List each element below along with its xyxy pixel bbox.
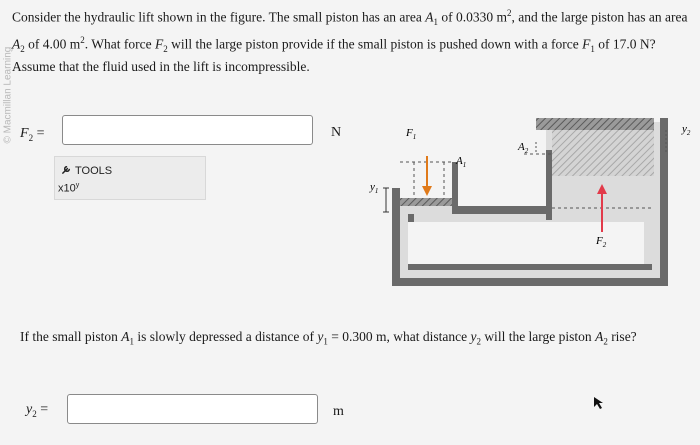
f2-answer-label: $F_2$ = xyxy=(20,126,45,143)
tools-label: TOOLS xyxy=(75,165,113,177)
mouse-pointer-icon xyxy=(594,396,604,414)
label-a2: $A_2$ xyxy=(518,141,529,155)
f2-answer-input[interactable] xyxy=(62,115,313,145)
y2-answer-input[interactable] xyxy=(67,394,318,424)
y2-answer-label: $y_2$ = xyxy=(26,402,49,419)
label-f1: $F_1$ xyxy=(406,127,417,141)
label-y1: $y_1$ xyxy=(370,181,379,195)
wrench-icon xyxy=(61,164,72,178)
label-f2: $F_2$ xyxy=(596,235,607,249)
small-piston xyxy=(400,198,452,206)
hydraulic-lift-figure xyxy=(360,112,700,292)
tools-button[interactable] xyxy=(61,164,112,178)
question-text: Consider the hydraulic lift shown in the figure. The small piston has an area $A_1$ of 0.0330 $m^2$, and the large piston has an area $A_2$ of 4.00 $m^2$. What force $F_2$ will the large piston provide if the small piston is pushed down with a force $F_1$ of 17.0 N? Assume that the fluid used in the lift is incompressible. xyxy=(12,8,688,75)
y2-unit: m xyxy=(333,404,344,419)
f2-unit: N xyxy=(331,125,342,140)
copyright-watermark: © Macmillan Learning xyxy=(2,46,14,144)
large-piston-shade xyxy=(552,130,654,176)
question-2-text: If the small piston $A_1$ is slowly depressed a distance of $y_1 = 0.300$ m, what distance $y_2$ will the large piston $A_2$ rise? xyxy=(20,329,637,347)
scientific-notation-button[interactable]: x10$^y$ xyxy=(58,182,80,195)
tools-panel xyxy=(54,156,206,200)
label-y2: $y_2$ xyxy=(682,123,691,137)
label-a1: $A_1$ xyxy=(456,155,467,169)
hydraulic-lift-diagram xyxy=(360,112,700,292)
large-piston-top xyxy=(536,118,654,130)
